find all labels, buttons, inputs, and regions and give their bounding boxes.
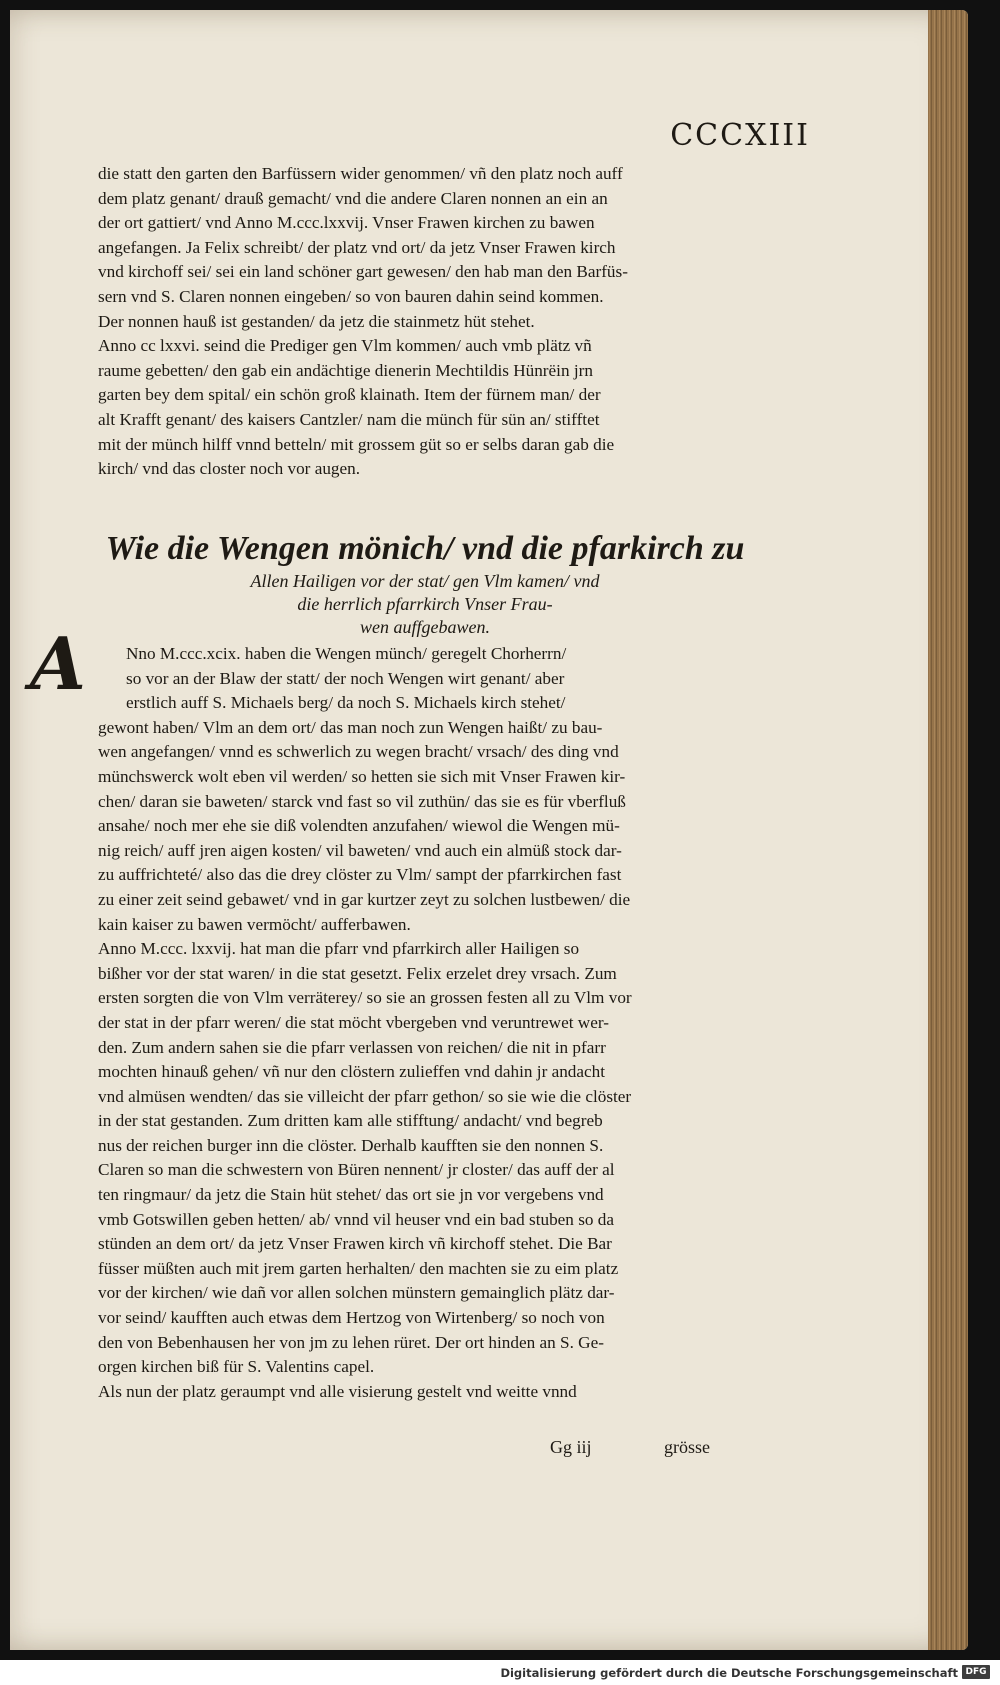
text-line: Nno M.ccc.xcix. haben die Wengen münch/ geregelt Chorherrn/: [126, 644, 567, 663]
text-line: Der nonnen hauß ist gestanden/ da jetz die stainmetz hüt stehet.: [98, 311, 535, 331]
heading-line-4: wen auffgebawen.: [360, 617, 490, 637]
text-line: nus der reichen burger inn die clöster. Derhalb kaufften sie den nonnen S.: [98, 1135, 604, 1155]
text-line: mochten hinauß gehen/ vñ nur den clöstern zulieffen vnd dahin jr andacht: [98, 1062, 606, 1082]
catchword: grösse: [664, 1437, 710, 1457]
text-line: gewont haben/ Vlm an dem ort/ das man noch zun Wengen haißt/ zu bau-: [98, 717, 603, 737]
text-line: wen angefangen/ vnnd es schwerlich zu wegen bracht/ vrsach/ des ding vnd: [98, 742, 619, 762]
text-line: vmb Gotswillen geben hetten/ ab/ vnnd vil heuser vnd ein bad stuben so da: [98, 1209, 615, 1229]
text-line: vor seind/ kaufften auch etwas dem Hertzog von Wirtenberg/ so noch von: [98, 1308, 605, 1328]
text-line: Als nun der platz geraumpt vnd alle visierung gestelt vnd weitte vnnd: [98, 1381, 577, 1401]
text-line: kain kaiser zu bawen vermöcht/ aufferbawen.: [98, 914, 411, 934]
text-line: den von Bebenhausen her von jm zu lehen rüret. Der ort hinden an S. Ge-: [98, 1332, 604, 1352]
heading-line-2: Allen Hailigen vor der stat/ gen Vlm kamen/ vnd: [250, 571, 600, 591]
text-line: mit der münch hilff vnnd betteln/ mit grossem güt so er selbs daran gab die: [98, 434, 615, 454]
text-line: stünden an dem ort/ da jetz Vnser Frawen kirch vñ kirchoff stehet. Die Bar: [98, 1234, 612, 1254]
text-block-top: [98, 162, 766, 482]
text-line: die statt den garten den Barfüssern wider genommen/ vñ den platz noch auff: [98, 164, 623, 183]
text-line: der stat in der pfarr weren/ die stat möcht vbergeben vnd veruntrewet wer-: [98, 1012, 609, 1032]
text-line: ten ringmaur/ da jetz die Stain hüt stehet/ das ort sie jn vor vergebens vnd: [98, 1185, 604, 1205]
page-edges: [928, 10, 968, 1650]
text-line: orgen kirchen biß für S. Valentins capel.: [98, 1357, 375, 1377]
text-line: den. Zum andern sahen sie die pfarr verlassen von reichen/ die nit in pfarr: [98, 1037, 606, 1057]
text-line: angefangen. Ja Felix schreibt/ der platz vnd ort/ da jetz Vnser Frawen kirch: [98, 237, 616, 257]
footer-bar: [0, 1660, 1000, 1685]
decorated-initial: A: [30, 621, 86, 706]
text-block-main: [98, 642, 766, 1404]
funding-credit: Digitalisierung gefördert durch die Deutsche Forschungsgemeinschaft: [500, 1666, 958, 1680]
text-line: alt Krafft genant/ des kaisers Cantzler/ nam die münch für sün an/ stifftet: [98, 409, 600, 429]
text-line: chen/ daran sie baweten/ starck vnd fast so vil zuthün/ das sie es für vberfluß: [98, 791, 626, 811]
text-line: vor der kirchen/ wie dañ vor allen solchen münstern gemainglich plätz dar-: [98, 1283, 615, 1303]
text-line: nig reich/ auff jren aigen kosten/ vil baweten/ vnd auch ein almüß stock dar-: [98, 840, 622, 860]
folio-number: CCCXIII: [670, 118, 810, 153]
text-line: raume gebetten/ den gab ein andächtige dienerin Mechtildis Hünrëin jrn: [98, 360, 593, 380]
text-line: ansahe/ noch mer ehe sie diß volendten anzufahen/ wiewol die Wengen mü-: [98, 816, 620, 836]
text-line: Claren so man die schwestern von Büren nennent/ jr closter/ das auff der al: [98, 1160, 615, 1180]
heading-line-1: Wie die Wengen mönich/ vnd die pfarkirch zu: [105, 530, 745, 567]
text-line: so vor an der Blaw der statt/ der noch Wengen wirt genant/ aber: [126, 668, 565, 688]
chapter-heading: [80, 528, 770, 639]
text-line: sern vnd S. Claren nonnen eingeben/ so von bauren dahin seind kommen.: [98, 286, 604, 306]
text-line: füsser müßten auch mit jrem garten herhalten/ den machten sie zu eim platz: [98, 1258, 619, 1278]
text-line: münchswerck wolt eben vil werden/ so hetten sie sich mit Vnser Frawen kir-: [98, 766, 626, 786]
text-line: dem platz genant/ drauß gemacht/ vnd die andere Claren nonnen an ein an: [98, 188, 608, 208]
text-line: in der stat gestanden. Zum dritten kam alle stifftung/ andacht/ vnd begreb: [98, 1111, 603, 1131]
text-line: ersten sorgten die von Vlm verräterey/ so sie an grossen festen all zu Vlm vor: [98, 988, 632, 1008]
text-line: kirch/ vnd das closter noch vor augen.: [98, 459, 361, 479]
text-line: Anno cc lxxvi. seind die Prediger gen Vlm kommen/ auch vmb plätz vñ: [98, 336, 592, 356]
signature-mark: Gg iij: [550, 1437, 592, 1457]
text-line: erstlich auff S. Michaels berg/ da noch S. Michaels kirch stehet/: [126, 693, 566, 713]
text-line: Anno M.ccc. lxxvij. hat man die pfarr vnd pfarrkirch aller Hailigen so: [98, 939, 580, 959]
text-line: der ort gattiert/ vnd Anno M.ccc.lxxvij. Vnser Frawen kirchen zu bawen: [98, 213, 595, 233]
text-line: vnd almüsen wendten/ das sie villeicht der pfarr gethon/ so sie wie die clöster: [98, 1086, 632, 1106]
heading-line-3: die herrlich pfarrkirch Vnser Frau-: [297, 594, 553, 614]
text-line: zu auffrichteté/ also das die drey clöster zu Vlm/ sampt der pfarrkirchen fast: [98, 865, 622, 885]
text-line: garten bey dem spital/ ein schön groß klainath. Item der fürnem man/ der: [98, 385, 601, 405]
text-line: vnd kirchoff sei/ sei ein land schöner gart gewesen/ den hab man den Barfüs-: [98, 262, 628, 282]
text-line: zu einer zeit seind gebawet/ vnd in gar kurtzer zeyt zu solchen lustbewen/ die: [98, 889, 631, 909]
text-line: bißher vor der stat waren/ in die stat gesetzt. Felix erzelet drey vrsach. Zum: [98, 963, 617, 983]
dfg-logo: DFG: [962, 1665, 990, 1679]
